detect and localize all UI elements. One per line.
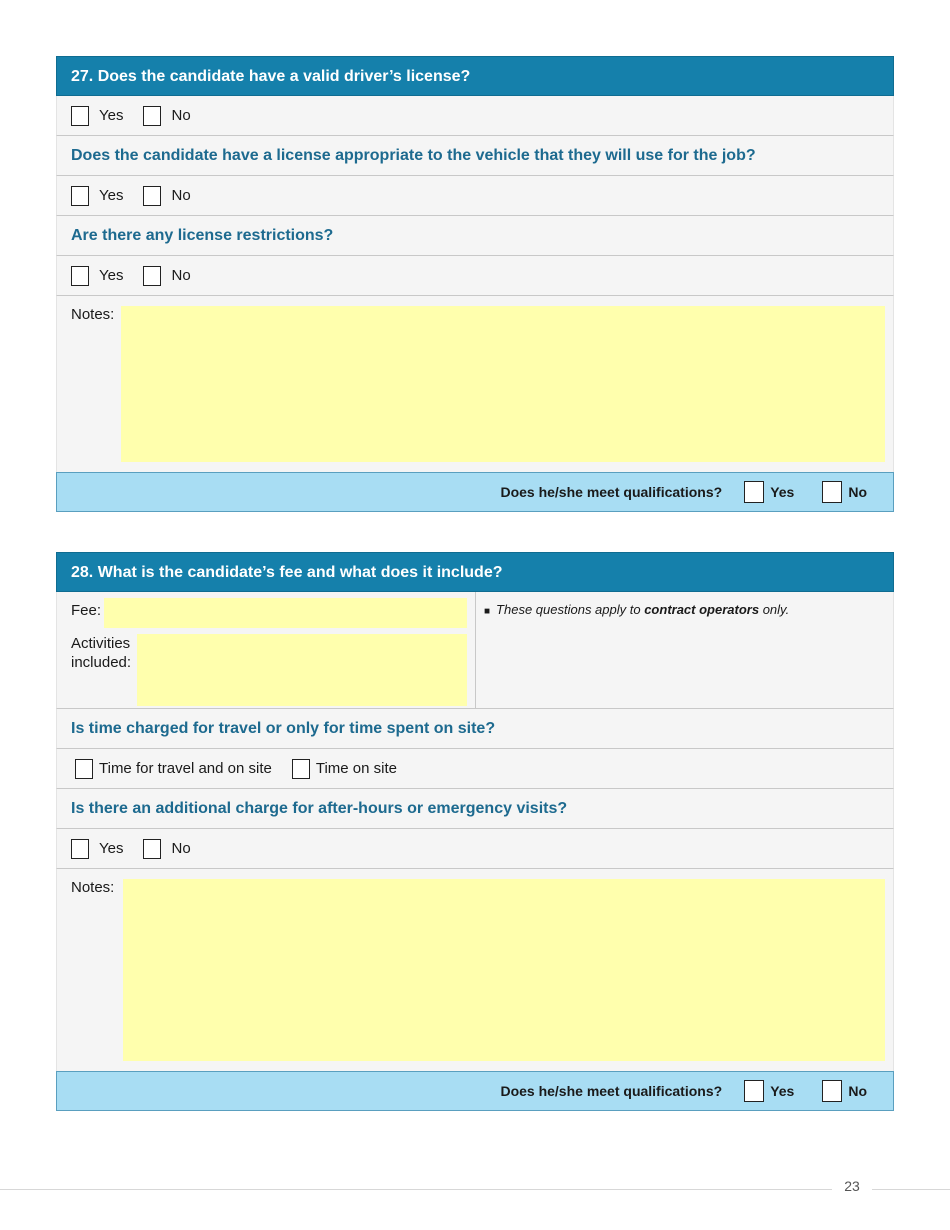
option-label: Time on site <box>315 760 397 777</box>
checkbox[interactable] <box>75 759 93 779</box>
q27-sub2-options <box>56 256 894 296</box>
checkbox[interactable] <box>71 186 89 206</box>
q27-sub1-yes-option[interactable] <box>71 186 123 206</box>
notes-label: Notes: <box>71 879 115 896</box>
checkbox[interactable] <box>744 481 764 503</box>
checkbox[interactable] <box>143 839 161 859</box>
q28-qualification-bar <box>56 1071 894 1111</box>
checkbox[interactable] <box>822 1080 842 1102</box>
q27-notes-field[interactable] <box>121 306 885 462</box>
option-label: No <box>848 484 867 500</box>
note-bold-text: contract operators <box>644 602 760 617</box>
checkbox[interactable] <box>292 759 310 779</box>
q28-sub1-options <box>56 749 894 789</box>
section-28 <box>56 552 894 1111</box>
option-label: Yes <box>770 484 795 500</box>
option-label: Yes <box>99 840 124 857</box>
q28-sub2-yes-option[interactable] <box>71 839 123 859</box>
fee-panel <box>57 592 476 708</box>
option-label: Yes <box>770 1083 795 1099</box>
page-number: 23 <box>832 1178 872 1194</box>
q27-sub1-no-option[interactable] <box>143 186 190 206</box>
checkbox[interactable] <box>71 266 89 286</box>
q27-yes-option[interactable] <box>71 106 123 126</box>
checkbox[interactable] <box>71 106 89 126</box>
option-label: Yes <box>99 107 124 124</box>
section-27-header: 27. Does the candidate have a valid driver’s license? <box>56 56 894 96</box>
note-text: These questions apply to <box>496 602 645 617</box>
q27-notes-row <box>56 296 894 472</box>
q27-qualification-bar <box>56 472 894 512</box>
time-on-site-option[interactable] <box>292 759 397 779</box>
option-label: No <box>171 840 191 857</box>
option-label: Time for travel and on site <box>99 760 272 777</box>
q28-qual-yes-option[interactable] <box>744 1080 794 1102</box>
q28-fee-row <box>56 592 894 709</box>
section-28-header: 28. What is the candidate’s fee and what does it include? <box>56 552 894 592</box>
activities-field[interactable] <box>137 634 467 706</box>
qualification-question: Does he/she meet qualifications? <box>500 1083 723 1099</box>
q28-notes-field[interactable] <box>123 879 885 1061</box>
travel-and-site-option[interactable] <box>75 759 272 779</box>
q27-sub1-question: Does the candidate have a license appropriate to the vehicle that they will use for the job? <box>56 136 894 176</box>
option-label: No <box>848 1083 867 1099</box>
option-label: No <box>171 267 191 284</box>
note-text-end: only. <box>759 602 790 617</box>
q27-sub2-yes-option[interactable] <box>71 266 123 286</box>
footer-rule <box>0 1189 950 1190</box>
option-label: Yes <box>99 187 124 204</box>
fee-label: Fee: <box>71 602 102 619</box>
qualification-question: Does he/she meet qualifications? <box>500 484 723 500</box>
section-27 <box>56 56 894 512</box>
activities-label: Activities included: <box>71 635 132 671</box>
contract-operators-note <box>476 592 893 708</box>
q28-qual-no-option[interactable] <box>822 1080 867 1102</box>
q27-sub1-options <box>56 176 894 216</box>
q27-sub2-question: Are there any license restrictions? <box>56 216 894 256</box>
q28-sub2-question: Is there an additional charge for after-hours or emergency visits? <box>56 789 894 829</box>
checkbox[interactable] <box>744 1080 764 1102</box>
q27-license-options <box>56 96 894 136</box>
checkbox[interactable] <box>143 106 161 126</box>
checkbox[interactable] <box>71 839 89 859</box>
option-label: No <box>171 187 191 204</box>
fee-field[interactable] <box>104 598 467 628</box>
q27-sub2-no-option[interactable] <box>143 266 190 286</box>
bullet-icon: ■ <box>484 606 491 617</box>
option-label: No <box>171 107 191 124</box>
notes-label: Notes: <box>71 306 115 323</box>
checkbox[interactable] <box>143 186 161 206</box>
q27-qual-yes-option[interactable] <box>744 481 794 503</box>
q28-sub2-no-option[interactable] <box>143 839 190 859</box>
checkbox[interactable] <box>822 481 842 503</box>
q27-qual-no-option[interactable] <box>822 481 867 503</box>
q28-notes-row <box>56 869 894 1071</box>
checkbox[interactable] <box>143 266 161 286</box>
q27-no-option[interactable] <box>143 106 190 126</box>
q28-sub2-options <box>56 829 894 869</box>
option-label: Yes <box>99 267 124 284</box>
q28-sub1-question: Is time charged for travel or only for time spent on site? <box>56 709 894 749</box>
